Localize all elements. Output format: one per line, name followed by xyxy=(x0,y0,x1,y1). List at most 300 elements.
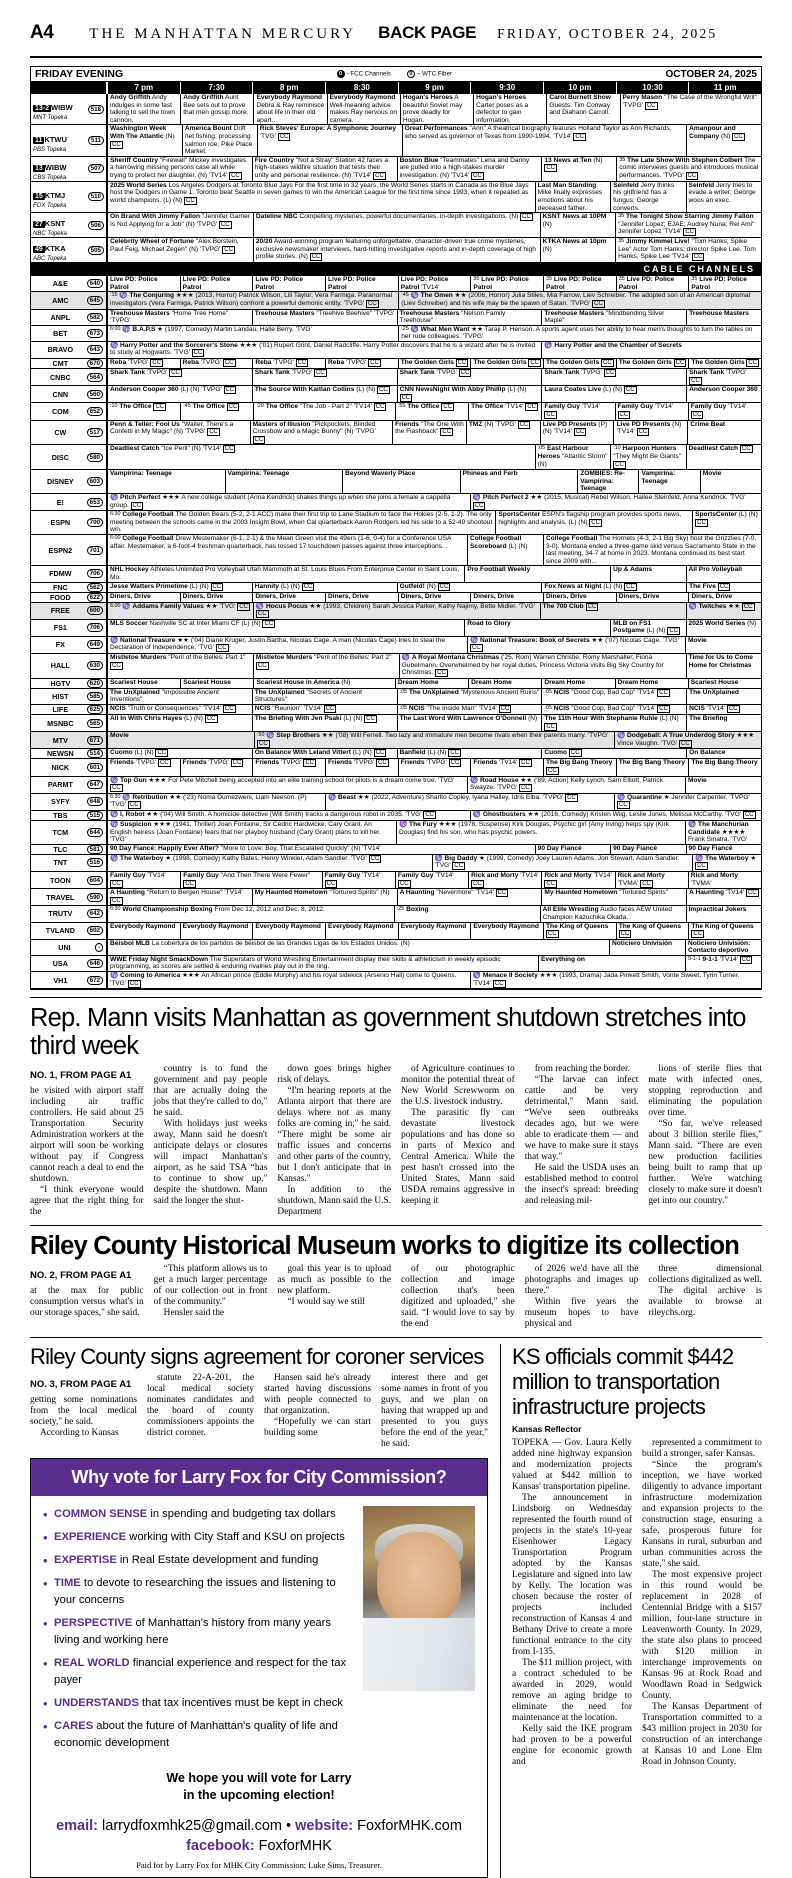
cable-channel-cell[interactable] xyxy=(31,603,107,619)
program-cell[interactable]: Reba 'TVPG' CC xyxy=(325,359,398,368)
program-cell[interactable]: Banfield (L) (N) CC xyxy=(397,749,542,758)
channel-cell[interactable] xyxy=(31,213,107,237)
program-cell[interactable]: $^{:45}$ The Office CC xyxy=(180,403,253,419)
program-cell[interactable]: Hogan's Heroes Carter poses as a defector to gain information. xyxy=(473,94,546,124)
program-cell[interactable]: Movie xyxy=(107,732,254,748)
program-cell[interactable]: ♑ Beast ★★ (2022, Adventure) Sharlto Copley, Iyana Halley, Idris Elba. 'TVPG' CC xyxy=(325,794,614,810)
program-cell[interactable]: Noticiero Univisión xyxy=(609,940,685,955)
facebook-value[interactable]: FoxforMHK xyxy=(258,1838,332,1855)
cable-channel-name: FOOD xyxy=(49,592,71,602)
program-cell[interactable]: $^{6:30}$ College Football The Golden Bears (5-2, 2-1 ACC) make their first trip to Lane Stadium to face the Hokies (2-5, 1-2). The only meeting between the schools came in the 2003 Insight Bowl, when Cal quarterback Aaron Rodgers led his side to a 52-49 shootout win. xyxy=(107,511,495,534)
cable-channel-cell[interactable] xyxy=(31,403,107,419)
program-cell[interactable]: MLB on FS1 Postgame (L) (N) CC xyxy=(610,620,685,636)
cable-channel-cell[interactable] xyxy=(31,715,107,731)
program-cell[interactable]: Live PD: Police Patrol xyxy=(252,276,325,291)
program-cell[interactable]: ZOMBIES: Re-Vampirina: Teenage xyxy=(577,470,638,493)
cable-channel-cell[interactable] xyxy=(31,326,107,341)
program-cell[interactable]: $^{:05}$ NCIS "Good Cop, Bad Cop" 'TV14' CC xyxy=(541,689,686,704)
program-cell[interactable]: ♑ Ghostbusters ★★ (2016, Comedy) Kristen Wiig, Leslie Jones, Melissa McCarthy. 'TVG' CC xyxy=(470,811,761,820)
program-cell[interactable]: The King of Queens CC xyxy=(688,923,761,939)
program-cell[interactable]: $^{:05}$ NCIS "The Inside Man" 'TV14' CC xyxy=(397,705,542,714)
program-cell[interactable]: Treehouse Masters xyxy=(686,310,761,325)
program-cell[interactable]: Reba 'TVPG' CC xyxy=(252,359,325,368)
time-header-spacer xyxy=(31,82,107,94)
program-cells xyxy=(107,923,761,939)
program-cell[interactable]: The Office 'TV14' CC xyxy=(468,403,541,419)
channel-cell[interactable] xyxy=(31,182,107,212)
program-cell[interactable]: The King of Queens CC xyxy=(616,923,689,939)
channel-cell[interactable] xyxy=(31,157,107,181)
program-cell[interactable]: Diners, Drive xyxy=(543,593,616,602)
program-cell[interactable]: Perry Mason "The Case of the Wrongful Writ" 'TVPG' CC xyxy=(620,94,761,124)
cable-row xyxy=(31,566,761,582)
program-cell[interactable]: A Haunting "Return to Bergen House" 'TV14' CC xyxy=(107,889,252,905)
program-cell[interactable]: College Football The Hornets (4-3, 2-1 Big Sky) host the Grizzlies (7-0, 3-0). Montana ended a three-game skid versus Sacramento State in the last meeting, 34-7 at home in 2023. Montana continued its best start since 2009 with... xyxy=(543,535,761,565)
program-cell[interactable]: 90 Day Fiancé xyxy=(610,845,685,854)
cable-channel-cell[interactable] xyxy=(31,292,107,308)
program-cell[interactable]: TMZ (N) 'TVPG' CC xyxy=(466,421,540,445)
program-cell[interactable]: The Golden Girls CC xyxy=(543,359,616,368)
program-cell[interactable]: The Last Word With Lawrence O'Donnell (N) xyxy=(397,715,542,731)
program-cell[interactable]: $^{:05}$ NCIS "Good Cop, Bad Cop" 'TV14' CC xyxy=(541,705,686,714)
program-cell[interactable]: $^{:25}$ ♑ What Men Want ★★ Taraji P. Henson. A sports agent uses her ability to hear men's thoughts to turn the tables on her rude colleagues. 'TVPG' xyxy=(398,326,761,341)
program-cell[interactable]: $^{:05}$ East Harbour Heroes "Atlantic Storm" (N) xyxy=(535,445,610,469)
cable-channel-cell[interactable] xyxy=(31,679,107,688)
program-cell[interactable]: Live PD: Police Patrol xyxy=(180,276,253,291)
program-cell[interactable]: ♑ Pitch Perfect 2 ★★ (2015, Musical) Rebel Wilson, Hailee Steinfeld, Anna Kendrick. 'TVG' CC xyxy=(470,494,761,510)
program-cell[interactable]: Friends 'TVPG' CC xyxy=(398,759,471,775)
channel-cell[interactable] xyxy=(31,94,107,124)
program-cell[interactable]: Rick and Morty 'TVMA' xyxy=(688,872,761,888)
legend-fcc xyxy=(337,70,391,78)
program-cell[interactable]: All In With Chris Hayes (L) (N) CC xyxy=(107,715,252,731)
program-cell[interactable]: $^{35}$ Jimmy Kimmel Live! "Tom Hanks; Spike Lee" Actor Tom Hanks; director Spike Lee. Tom Hanks, Spike Lee 'TV14' CC xyxy=(615,238,761,262)
program-cell[interactable]: MLS Soccer Nashville SC at Inter Miami CF (L) (N) CC xyxy=(107,620,464,636)
program-cell[interactable]: The Briefing xyxy=(686,715,761,731)
program-cell[interactable]: Treehouse Masters "Treehive Beehive" 'TVPG' xyxy=(252,310,397,325)
program-cell[interactable]: ♑ Suspicion ★★★ (1941, Thriller) Joan Fontaine, Sir Cedric Hardwicke, Cary Grant. An English heiress (Joan Fontaine) fears that her playboy husband (Cary Grant) plans to kill her. 'TVG' xyxy=(107,821,396,844)
program-cell[interactable]: NCIS "Truth or Consequences" 'TV14' CC xyxy=(107,705,252,714)
program-cell[interactable]: $^{6:00}$ ♑ B.A.P.S ★ (1997, Comedy) Martin Landau, Halle Berry. 'TVG' xyxy=(107,326,398,341)
program-cell[interactable]: Shark Tank 'TVPG' CC xyxy=(541,369,686,385)
program-cell[interactable]: The Five CC xyxy=(686,583,761,592)
program-cell[interactable]: $^{:10}$ The Office CC xyxy=(107,403,180,419)
program-cell[interactable]: Hannity (L) (N) CC xyxy=(252,583,397,592)
program-cell[interactable]: Live PD: Police Patrol xyxy=(107,276,180,291)
program-cell[interactable]: $^{:25}$ Boxing xyxy=(394,906,540,921)
cable-channel-number: 603 xyxy=(87,477,103,486)
program-cell[interactable]: Everybody Raymond xyxy=(470,923,543,939)
program-cell[interactable]: Phineas and Ferb xyxy=(460,470,578,493)
ks-article xyxy=(500,1344,762,1878)
cable-channel-cell[interactable] xyxy=(31,889,107,905)
program-cell[interactable]: Everybody Raymond xyxy=(180,923,253,939)
program-cell[interactable]: ♑ Harry Potter and the Sorcerer's Stone ★★★ ('01) Rupert Grint, Daniel Radcliffe. Harry Potter discovers that he is a wizard after he is invited to study at Hogwarts. 'TVG' CC xyxy=(107,342,541,358)
cable-channel-name: HIST xyxy=(52,691,69,701)
program-cell[interactable]: Rick Steves' Europe: A Symphonic Journey 'TVG' CC xyxy=(257,125,402,155)
cable-channel-cell[interactable] xyxy=(31,620,107,636)
program-cell[interactable]: Family Guy "And Then There Were Fewer" CC xyxy=(180,872,321,888)
program-cell[interactable]: The 11th Hour With Stephanie Ruhle (L) (N) CC xyxy=(541,715,686,731)
time-slot-7: 10:30 xyxy=(616,82,689,94)
program-cell[interactable]: On Balance With Leland Vittert (L) (N) CC xyxy=(252,749,397,758)
program-cell[interactable]: Shark Tank 'TVPG' CC xyxy=(252,369,397,385)
program-cell[interactable]: $^{6:00}$ College Football Drew Mestemaker (6-1, 2-1) & the Mean Green visit the 49ers (1-6, 0-4) for a Conference USA affair. Mestemaker, a 6-foot-4 freshman quarterback, has tossed 17 touchdown passes against three interceptions. . xyxy=(107,535,467,565)
cable-channel-number: 514 xyxy=(87,749,103,758)
program-cell[interactable]: $^{:15}$ ♑ The Conjuring ★★★ (2013, Horror) Patrick Wilson, Lili Taylor, Vera Farmiga. Paranormal investigators (Vera Farmiga, Patrick Wilson) confront a powerful demonic entity. 'TVPG' CC xyxy=(107,292,398,308)
program-cell[interactable]: Reba 'TVPG' CC xyxy=(180,359,253,368)
program-cell[interactable]: Family Guy 'TV14' CC xyxy=(322,872,395,888)
fcc-badge-icon: 0 xyxy=(337,70,345,78)
cable-channel-cell[interactable] xyxy=(31,689,107,704)
program-cell[interactable]: ♑ Dodgeball: A True Underdog Story ★★★ Vince Vaughn. 'TVG' CC xyxy=(614,732,761,748)
program-cell[interactable]: Great Performances "Ann" A theatrical biography features Holland Taylor as Ann Richards, who served as governor of Texas from 1990-1994. 'TV14' CC xyxy=(402,125,687,155)
program-cell[interactable]: ♑ Twitches ★★ CC xyxy=(686,603,761,619)
program-cell[interactable]: All Elite Wrestling Audio faces AEW United Champion Kazuchika Okada. xyxy=(540,906,686,921)
website-value[interactable]: FoxforMHK.com xyxy=(357,1818,462,1835)
program-cell[interactable]: Dream Home xyxy=(615,679,688,688)
program-cell[interactable]: Shark Tank 'TVPG' CC xyxy=(107,369,252,385)
cable-channel-name: E! xyxy=(56,497,64,507)
program-cell[interactable]: Impractical Jokers xyxy=(686,906,761,921)
program-cell[interactable]: Gutfeld! (N) CC xyxy=(397,583,542,592)
cable-channel-cell[interactable] xyxy=(31,811,107,820)
program-cell[interactable]: ♑ The Fury ★★★ (1978, Suspense) Kirk Douglas, Psychic girl (Amy Irving) helps spy (Kirk Douglas) find his son, who has psychic powers. xyxy=(396,821,685,844)
cable-channel-cell[interactable] xyxy=(31,872,107,888)
program-cell[interactable]: $^{35}$ Live PD: Police Patrol xyxy=(688,276,761,291)
program-cell[interactable]: $^{:20}$ The Office "The Job - Part 2" 'TV14' CC xyxy=(253,403,394,419)
cable-channel-cell[interactable] xyxy=(31,494,107,510)
program-cell[interactable]: Diners, Drive xyxy=(180,593,253,602)
program-cell[interactable]: NHL Hockey Athletes Unlimited Pro Volleyball Utah Mammoth at St. Louis Blues From Enterprise Center in Saint Louis, Mo. xyxy=(107,566,464,581)
program-cell[interactable]: $^{:55}$ The Office CC xyxy=(395,403,468,419)
program-cell[interactable]: $^{35}$ Live PD: Police Patrol xyxy=(470,276,543,291)
program-cell[interactable]: Anderson Cooper 360 xyxy=(686,386,761,402)
program-cell[interactable]: 90 Day Fiancé xyxy=(686,845,761,854)
program-cell[interactable]: College Football Scoreboard (L) (N) xyxy=(467,535,543,565)
program-cell[interactable]: SportsCenter ESPN's flagship program provides sports news, highlights and analysis. (L) (N) CC xyxy=(495,511,692,534)
cable-channel-cell[interactable] xyxy=(31,470,107,493)
program-cell[interactable]: ♑ Hocus Pocus ★★ (1993, Children) Sarah Jessica Parker, Kathy Najimy, Bette Midler. 'TVG' CC xyxy=(253,603,540,619)
program-cell[interactable]: Friends 'TVPG' CC xyxy=(107,759,180,775)
cable-channel-cell[interactable] xyxy=(31,956,107,971)
program-cell[interactable]: Scariest House xyxy=(180,679,253,688)
program-cell[interactable]: Treehouse Masters "Mindbending Silver Maple" xyxy=(541,310,686,325)
cable-channel-cell[interactable] xyxy=(31,821,107,844)
program-cell[interactable]: Beyond Waverly Place xyxy=(342,470,460,493)
article-rule-2 xyxy=(30,1225,762,1226)
program-cell[interactable]: WWE Friday Night SmackDown The Superstars of World Wrestling Entertainment display their skills & athleticism in weekly episodic programming, as scores are settled & enduring rivalries play out in the ring. xyxy=(107,956,538,971)
program-cell[interactable]: Pro Football Weekly xyxy=(464,566,610,581)
program-cell[interactable]: A Haunting "Nevermore" 'TV14' CC xyxy=(397,889,542,905)
cable-channel-cell[interactable] xyxy=(31,511,107,534)
program-cell[interactable]: $^{35}$ The Late Show With Stephen Colbert The comic interviews guests and introduces musical performances. 'TVPG' CC xyxy=(616,157,761,181)
program-cell[interactable]: Rick and Morty 'TV14' CC xyxy=(468,872,541,888)
program-cell[interactable]: All Pro Volleyball xyxy=(686,566,761,581)
program-cell[interactable]: Boston Blue "Teammates" Lena and Danny are pulled into a high-stakes murder investigation. (N) 'TV14' CC xyxy=(397,157,542,181)
program-cell[interactable]: Scariest House xyxy=(107,679,180,688)
program-cell[interactable]: The Big Bang Theory xyxy=(688,759,761,775)
program-cell[interactable]: Diners, Drive xyxy=(688,593,761,602)
program-cell[interactable]: 2025 World Series Los Angeles Dodgers at Toronto Blue Jays For the first time in 32 years, the World Series starts in Canada as the Blue Jays host the Dodgers in Game 1. Toronto beat Seattle in seven games to win the American League for the first time since 1993, when it repeated as world champions. (L) (N) CC xyxy=(107,182,535,212)
program-cell[interactable]: KTKA News at 10pm (N) xyxy=(540,238,615,262)
paragraph: The most expensive project in this round would be replacement in 2028 of Centennial Bridge with a $157 million, four-lane structure in Leavenworth County. In 2029, the state also plans to proceed with $120 million in interchange improvements on Kansas 96 at Rock Road and Woodlawn Road in Sedgwick County. xyxy=(642,1570,762,1702)
ad-bullet xyxy=(43,1552,353,1569)
program-cell[interactable]: $^{9-1-1}$ 9-1-1 'TV14' CC xyxy=(685,956,761,971)
program-cell[interactable]: Diners, Drive xyxy=(325,593,398,602)
program-cell[interactable]: Time for Us to Come Home for Christmas xyxy=(686,654,761,678)
cable-channel-cell[interactable] xyxy=(31,583,107,592)
program-cell[interactable]: Friends 'TVPG' CC xyxy=(252,759,325,775)
cable-channel-cell[interactable] xyxy=(31,855,107,871)
cable-channel-cell[interactable] xyxy=(31,566,107,581)
program-cell[interactable]: Last Man Standing Mike finally expresses emotions about his deceased father. xyxy=(535,182,610,212)
cable-channel-cell[interactable] xyxy=(31,906,107,921)
email-value[interactable]: larrydfoxmhk25@gmail.com xyxy=(102,1818,282,1835)
program-cell[interactable]: Everybody Raymond Well-meaning advice makes Ray nervous on camera. xyxy=(327,94,400,124)
program-cell[interactable]: 20/20 Award-winning program featuring unforgettable, character-driven true crime mysteries, exclusive newsmaker interviews, hard-hitting investigative reports and in-depth coverage of high profile stories. (N) CC xyxy=(253,238,540,262)
program-cell[interactable]: Dream Home xyxy=(395,679,468,688)
program-cell[interactable]: Family Guy 'TV14' CC xyxy=(107,872,180,888)
program-cell[interactable]: The Golden Girls CC xyxy=(398,359,471,368)
program-cell[interactable]: Vampirina: Teenage xyxy=(638,470,699,493)
cable-channel-cell[interactable] xyxy=(31,359,107,368)
program-cell[interactable]: Seinfeld Jerry tries to evade a writer; George woos an exec. xyxy=(686,182,761,212)
program-cell[interactable]: $^{35}$ Live PD: Police Patrol xyxy=(616,276,689,291)
program-cell[interactable]: $^{35}$ The Tonight Show Starring Jimmy Fallon "Jennifer Lopez; EJAE; Audrey Nuna; Rei Ami" Jennifer Lopez 'TV14' CC xyxy=(615,213,761,237)
program-cell[interactable]: $^{:45}$ ♑ The Omen ★★ (2006, Horror) Julia Stiles, Mia Farrow, Liev Schreiber. The adopted son of an American diplomat (Liev Schreiber) and his wife may be the spawn of Satan. 'TVPG' CC xyxy=(398,292,761,308)
program-cell[interactable]: NCIS "Reunion" 'TV14' CC xyxy=(252,705,397,714)
program-cell[interactable]: Diners, Drive xyxy=(470,593,543,602)
program-cell[interactable]: ♑ Top Gun ★★★ For Pete Mitchell being accepted into an elite training school for pilots is a dream come true. 'TVG' CC xyxy=(107,777,467,793)
program-cell[interactable]: Seinfeld Jerry thinks his girlfriend has a fungus; George converts. xyxy=(610,182,685,212)
program-cell[interactable]: Shark Tank 'TVPG' CC xyxy=(686,369,761,385)
program-cell[interactable]: Movie xyxy=(685,637,761,653)
program-cell[interactable]: Diners, Drive xyxy=(398,593,471,602)
program-cell[interactable]: Laura Coates Live (L) (N) CC xyxy=(541,386,686,402)
program-cell[interactable]: ♑ The Manchurian Candidate ★★★★ Frank Sinatra. 'TVG' xyxy=(685,821,761,844)
program-cell[interactable]: Live PD: Police Patrol xyxy=(325,276,398,291)
program-cell[interactable]: Everything on xyxy=(538,956,685,971)
channel-cell[interactable] xyxy=(31,125,107,155)
program-cell[interactable]: Everybody Raymond xyxy=(398,923,471,939)
program-cell[interactable]: ♑ The Waterboy ★ (1998, Comedy) Kathy Bates, Henry Winkler, Adam Sandler. 'TVG' CC xyxy=(107,855,432,871)
program-cell[interactable]: On Brand With Jimmy Fallon "Jennifer Garner Is Not Applying for a Job" (N) 'TVPG' CC xyxy=(107,213,253,237)
program-cell[interactable]: $^{6:30}$ World Championship Boxing From Dec 12, 2012 and Dec. 8, 2012. xyxy=(107,906,394,921)
program-cell[interactable]: ♑ A Royal Montana Christmas ('25, Rom) Warren Christie, Romy Marshaller, Fiona Gubelmann. Overwhelmed by her royal duties, Princess Victoria visits Big Sky Country for Christmas. CC xyxy=(399,654,686,678)
program-cell[interactable]: Movie xyxy=(700,470,761,493)
cable-channel-cell[interactable] xyxy=(31,310,107,325)
program-cell[interactable]: $^{6:30}$ ♑ Retribution ★★ ('23) Noma Dumezweni, Liam Neeson. (P) 'TVG' CC xyxy=(107,794,325,810)
cable-channel-cell[interactable] xyxy=(31,593,107,602)
program-cell[interactable]: My Haunted Hometown "Tortured Spirits" xyxy=(541,889,686,905)
cable-channel-cell[interactable] xyxy=(31,386,107,402)
program-cell[interactable]: Diners, Drive xyxy=(252,593,325,602)
program-cell[interactable]: CNN NewsNight With Abby Phillip (L) (N) CC xyxy=(397,386,542,402)
program-cell[interactable]: KSNT News at 10PM (N) xyxy=(540,213,615,237)
program-cell[interactable]: Diners, Drive xyxy=(616,593,689,602)
program-cell[interactable]: The Golden Girls CC xyxy=(616,359,689,368)
program-cell[interactable]: The Big Bang Theory CC xyxy=(543,759,616,775)
program-cell[interactable]: Family Guy 'TV14' CC xyxy=(395,872,468,888)
program-cell[interactable]: Noticiero Univisión: Contacto deportivo xyxy=(685,940,761,955)
program-cell[interactable]: Crime Beat xyxy=(687,421,761,445)
cable-channel-cell[interactable] xyxy=(31,923,107,939)
program-cell[interactable]: Live PD Presents (P) (N) 'TV14' CC xyxy=(540,421,614,445)
program-cell[interactable]: Rick and Morty 'TV14' CC xyxy=(541,872,614,888)
cable-channel-cell[interactable] xyxy=(31,369,107,385)
program-cell[interactable]: Hogan's Heroes A beautiful Soviet may prove deadly for Hogan. xyxy=(400,94,473,124)
program-cell[interactable]: Friends 'TVPG' CC xyxy=(325,759,398,775)
cable-channel-cell[interactable] xyxy=(31,276,107,291)
cable-channel-cell[interactable] xyxy=(31,732,107,748)
program-cell[interactable]: America Bount Drift net fishing; processing salmon roe; Pike Place Market. xyxy=(182,125,257,155)
program-cell[interactable]: Dream Home xyxy=(541,679,614,688)
cable-channel-cell[interactable] xyxy=(31,705,107,714)
program-cell[interactable]: ♑ Pitch Perfect ★★★ A new college student (Anna Kendrick) shakes things up when she joins a female a cappella group. CC xyxy=(107,494,470,510)
program-cell[interactable]: Scariest House xyxy=(688,679,761,688)
program-cell[interactable]: The Golden Girls CC xyxy=(688,359,761,368)
program-cell[interactable]: Celebrity Wheel of Fortune "Alex Borstein, Paul Feig, Michael Zegen" (N) 'TVPG' CC xyxy=(107,238,253,262)
cable-channel-cell[interactable] xyxy=(31,421,107,445)
program-cell[interactable]: SportsCenter (L) (N) CC xyxy=(692,511,761,534)
cable-row xyxy=(31,777,761,794)
paragraph: According to Kansas xyxy=(40,1428,119,1439)
program-cell[interactable]: ♑ I, Robot ★★ ('04) Will Smith. A homicide detective (Will Smith) tracks a dangerous robot in 2035. 'TVG' CC xyxy=(107,811,470,820)
program-cell[interactable]: Live PD Presents (N) 'TV14' CC xyxy=(613,421,687,445)
program-cell[interactable]: ♑ Big Daddy ★ (1999, Comedy) Joey Lauren Adams, Jon Stewart, Adam Sandler. 'TVG' CC xyxy=(432,855,693,871)
cable-channel-cell[interactable] xyxy=(31,535,107,565)
program-cell[interactable]: Anderson Cooper 360 (L) (N) 'TVPG' CC xyxy=(107,386,252,402)
program-cell[interactable]: ♑ Quarantine ★ Jennifer Carpenter. 'TVPG' CC xyxy=(614,794,761,810)
program-cell[interactable]: $^{:50}$ ♑ Step Brothers ★★ ('08) Will Ferrell. Two lazy and immature men become rivals when their parents marry. 'TVPG' CC xyxy=(254,732,614,748)
cable-channel-cell[interactable] xyxy=(31,940,107,955)
program-cell[interactable]: NCIS 'TV14' CC xyxy=(686,705,761,714)
program-cell[interactable]: Andy Griffith Aunt Bee sets out to prove that men gossip more. xyxy=(180,94,253,124)
article-body xyxy=(525,1064,639,1207)
program-cell[interactable]: The King of Queens CC xyxy=(543,923,616,939)
program-cell[interactable]: Sheriff Country "Firewall" Mickey investigates a harrowing missing persons case all while trying to protect her daughter. (N) 'TV14' CC xyxy=(107,157,252,181)
program-cell[interactable]: ♑ Coming to America ★★★ An African prince (Eddie Murphy) and his royal sidekick (Arsenio Hall) come to Queens. 'TVG' CC xyxy=(107,972,470,988)
program-cell[interactable]: 13 News at Ten (N) CC xyxy=(541,157,616,181)
program-cell[interactable]: Fox News at Night (L) (N) CC xyxy=(541,583,686,592)
program-cell[interactable]: A Haunting 'TV14' CC xyxy=(686,889,761,905)
program-cell[interactable]: Mistletoe Murders "Peril of the Belles: Part 2" CC xyxy=(253,654,399,678)
program-cell[interactable]: Everybody Raymond xyxy=(252,923,325,939)
program-cell[interactable]: ♑ Harry Potter and the Chamber of Secrets xyxy=(541,342,761,358)
program-cell[interactable]: Jesse Watters Primetime (L) (N) CC xyxy=(107,583,252,592)
program-cell[interactable]: The Golden Girls CC xyxy=(470,359,543,368)
program-cell[interactable]: Treehouse Masters "Nelson Family Treehouse" xyxy=(397,310,542,325)
program-cell[interactable]: Movie xyxy=(685,777,761,793)
program-cell[interactable]: Everybody Raymond xyxy=(325,923,398,939)
program-cell[interactable]: Family Guy 'TV14' CC xyxy=(615,403,688,419)
program-cell[interactable]: Live PD: Police Patrol 'TV14' xyxy=(398,276,471,291)
program-cell[interactable]: $^{6:00}$ ♑ Addams Family Values ★★ 'TVG' CC xyxy=(107,603,253,619)
cable-channel-cell[interactable] xyxy=(31,654,107,678)
program-cell[interactable]: On Balance xyxy=(686,749,761,758)
paper-name: THE MANHATTAN MERCURY xyxy=(89,26,357,42)
program-cell[interactable]: The Source With Kaitlan Collins (L) (N) CC xyxy=(252,386,397,402)
program-cell[interactable]: The Briefing With Jen Psaki (L) (N) CC xyxy=(252,715,397,731)
paragraph: interest there and get some names in front of you guys, and we plan on having that wrapped up and presented to you guys before the end of the year," he said. xyxy=(381,1373,488,1450)
program-cell[interactable]: My Haunted Hometown "Tortured Spirits" (N) xyxy=(252,889,397,905)
program-cell[interactable]: Deadliest Catch "Ice Peril" (N) 'TV14' CC xyxy=(107,445,535,469)
program-cell[interactable]: The 700 Club CC xyxy=(540,603,686,619)
program-cell[interactable]: Dream Home xyxy=(468,679,541,688)
program-cell[interactable]: ♑ National Treasure ★★ ('04) Diane Kruger, Justin Bartha, Nicolas Cage. A man (Nicolas Cage) tries to steal the Declaration of Independence. 'TVG' CC xyxy=(107,637,467,653)
program-cell[interactable]: 90 Day Fiancé xyxy=(535,845,610,854)
program-cell[interactable]: Fire Country "Not a Stray" Station 42 faces a high-stakes wildfire situation that tests their unity and personal resilience. (N) 'TV14' CC xyxy=(252,157,397,181)
program-cell[interactable]: Dateline NBC Compelling mysteries, powerful documentaries, in-depth investigations. (N) CC xyxy=(253,213,540,237)
program-cell[interactable]: The UnXplained xyxy=(686,689,761,704)
cable-channel-cell[interactable] xyxy=(31,637,107,653)
program-cell[interactable]: Treehouse Masters "Home Tree Home" 'TVPG' xyxy=(107,310,252,325)
program-cell[interactable]: 90 Day Fiancé: Happily Ever After? "More to Love: Boy, That Escalated Quickly" (N) 'TV14' xyxy=(107,845,535,854)
cable-channel-cell[interactable] xyxy=(31,445,107,469)
cable-channel-cell[interactable] xyxy=(31,749,107,758)
program-cell[interactable]: Washington Week With The Atlantic (N) CC xyxy=(107,125,182,155)
cable-channel-cell[interactable] xyxy=(31,342,107,358)
program-cell[interactable]: Everybody Raymond Debra & Ray reminisce about life in their old apart.. xyxy=(253,94,326,124)
program-cell[interactable]: The UnXplained "Impossible Ancient Inventions" xyxy=(107,689,252,704)
cable-channel-cell[interactable] xyxy=(31,777,107,793)
program-cell[interactable]: The Big Bang Theory xyxy=(616,759,689,775)
program-cell[interactable]: Cuomo CC xyxy=(541,749,686,758)
program-cell[interactable]: 2025 World Series (N) xyxy=(686,620,761,636)
paragraph: “I'm hearing reports at the Atlanta airport that there are delays where not as many folks are coming in," he said. “There might be some air traffic issues and concerns and other parts of the country, but I don't anticipate that in Kansas." xyxy=(277,1086,392,1185)
program-cell[interactable]: ♑ Road House ★★ ('89, Action) Kelly Lynch, Sam Elliott, Patrick Swayze. 'TVPG' CC xyxy=(467,777,685,793)
program-cell[interactable]: Everybody Raymond xyxy=(107,923,180,939)
program-cell[interactable]: Masters of Illusion "Pickpockets, Blinded Crossbow and a Magic Bunny" (N) 'TVPG' CC xyxy=(250,421,393,445)
program-cell[interactable]: Friends 'TV14' CC xyxy=(470,759,543,775)
program-cell[interactable]: ♑ The Waterboy ★ CC xyxy=(692,855,761,871)
program-cell[interactable]: $^{:05}$ The UnXplained "Mysterious Ancient Ruins" xyxy=(397,689,542,704)
program-cell[interactable]: Diners, Drive xyxy=(107,593,180,602)
program-cell[interactable]: Vampirina: Teenage xyxy=(225,470,343,493)
program-cell[interactable]: Family Guy 'TV14' CC xyxy=(688,403,761,419)
program-cell[interactable]: Rick and Morty 'TVMA' CC xyxy=(615,872,688,888)
program-cell[interactable]: $^{35}$ Live PD: Police Patrol xyxy=(543,276,616,291)
program-cell[interactable]: $^{:10}$ Harpoon Hunters "They Might Be Giants" CC xyxy=(610,445,685,469)
program-cell[interactable]: The UnXplained "Secrets of Ancient Structures" xyxy=(252,689,397,704)
program-cell[interactable]: Deadliest Catch CC xyxy=(686,445,761,469)
cable-channel-cell[interactable] xyxy=(31,794,107,810)
program-cell[interactable]: Reba 'TVPG' CC xyxy=(107,359,180,368)
program-cell[interactable]: Friends 'TVPG' CC xyxy=(180,759,253,775)
program-cell[interactable]: Friends "The One With the Flashback" CC xyxy=(392,421,466,445)
program-cell[interactable]: Family Guy 'TV14' CC xyxy=(541,403,614,419)
program-cell[interactable]: Carol Burnett Show Guests: Tim Conway and Diahann Carroll. xyxy=(546,94,619,124)
program-cell[interactable]: ♑ Menace II Society ★★★ (1993, Drama) Jada Pinkett Smith, Vonte Sweet, Tyrin Turner. 'TV14' CC xyxy=(470,972,761,988)
cable-channel-cell[interactable] xyxy=(31,759,107,775)
program-cell[interactable]: Vampirina: Teenage xyxy=(107,470,225,493)
cable-channel-cell[interactable] xyxy=(31,845,107,854)
channel-cell[interactable] xyxy=(31,238,107,262)
program-cell[interactable]: Mistletoe Murders "Peril of the Belles: Part 1" CC xyxy=(107,654,253,678)
program-cell[interactable]: Up & Adams xyxy=(610,566,685,581)
program-cell[interactable]: Scariest House in America (N) xyxy=(253,679,394,688)
program-cell[interactable]: Penn & Teller: Fool Us "Waiter, There's a Confetti in My Magic" (N) 'TVPG' CC xyxy=(107,421,250,445)
program-cell[interactable]: Road to Glory xyxy=(464,620,610,636)
program-cell[interactable]: Andy Griffith Andy indulges in some fast talking to sell the town cannon. xyxy=(107,94,180,124)
program-cell[interactable]: Amanpour and Company (N) CC xyxy=(686,125,761,155)
program-cell[interactable]: Shark Tank 'TVPG' CC xyxy=(397,369,542,385)
cable-channel-cell[interactable] xyxy=(31,972,107,988)
program-cell[interactable]: Béisbol MLB La cobertura de los partidos de béisbol de las Grandes Ligas de los Estados Unidos. (N) xyxy=(107,940,609,955)
program-cell[interactable]: Cuomo (L) (N) CC xyxy=(107,749,252,758)
program-cell[interactable]: ♑ National Treasure: Book of Secrets ★★ ('07) Nicolas Cage. 'TVG' CC xyxy=(467,637,685,653)
